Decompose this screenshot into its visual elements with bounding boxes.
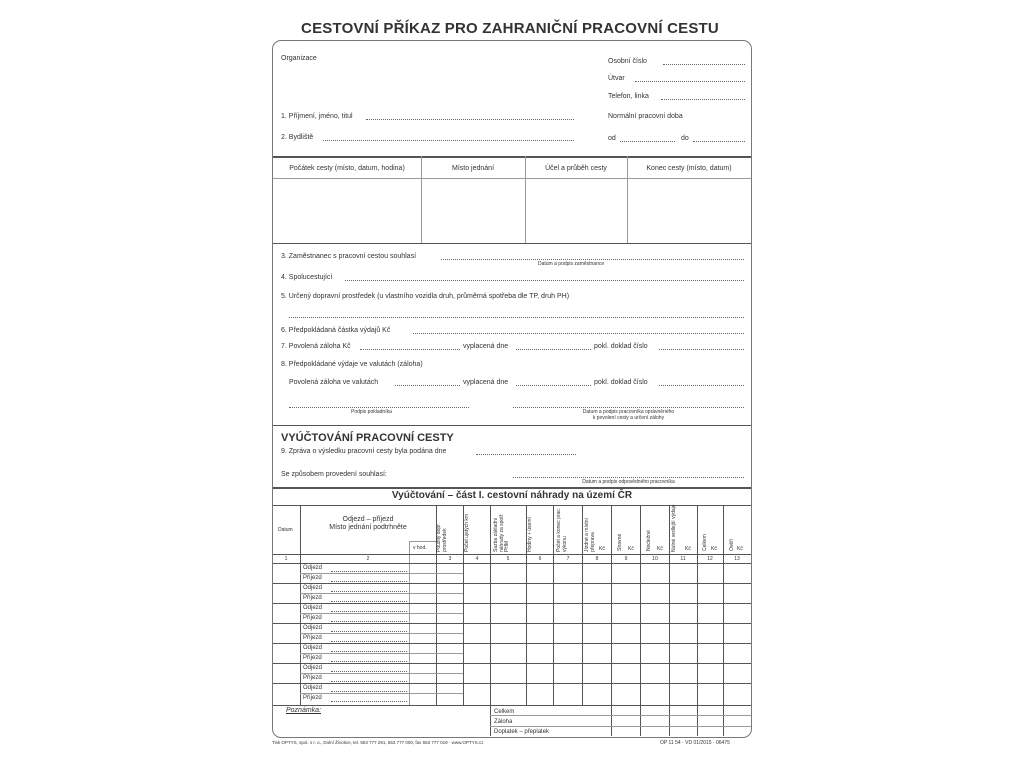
column-number-8: 8 (595, 556, 599, 562)
utvar-field[interactable] (635, 81, 745, 82)
trip-table-top (273, 156, 751, 158)
item-8b-amount-field[interactable] (395, 385, 460, 386)
kc-label-12: Kč (711, 546, 717, 552)
place-field[interactable] (331, 661, 407, 662)
do-field[interactable] (693, 141, 745, 142)
table-row-line (273, 683, 751, 684)
table-row-line (273, 623, 751, 624)
odjezd-row-label: Odjezd (303, 565, 323, 571)
item-5-label: 5. Určený dopravní prostředek (u vlastního vozidla druh, průměrná spotřeba dle TP, druh PH) (281, 293, 570, 300)
acc-vline-11 (697, 505, 698, 736)
item-8b-label: Povolená záloha ve valutách (289, 379, 379, 386)
place-field[interactable] (331, 691, 407, 692)
place-field[interactable] (331, 701, 407, 702)
kc-label-13: Kč (737, 546, 743, 552)
column-number-11: 11 (680, 556, 686, 562)
col-odjezd-header-2: Místo jednání podtrhněte (329, 524, 407, 531)
bydliste-field[interactable] (323, 140, 574, 141)
column-number-5: 5 (506, 556, 510, 562)
col-misto-jednani: Místo jednání (451, 165, 495, 172)
prijezd-row-label: Příjezd (303, 595, 322, 601)
osobni-cislo-field[interactable] (663, 64, 745, 65)
col-celkem-header: Celkem (702, 534, 708, 551)
souhlasi-signature-field[interactable] (513, 477, 744, 478)
odjezd-row-label: Odjezd (303, 605, 323, 611)
item-3-field[interactable] (441, 259, 744, 260)
opravneny-signature-caption-1: Datum a podpis pracovníka oprávněného (582, 409, 675, 415)
souhlasi-label: Se způsobem provedení souhlasí: (281, 471, 387, 478)
prijezd-row-label: Příjezd (303, 695, 322, 701)
col-stravne-header: Stravné (617, 533, 623, 551)
accounting-body-bottom (273, 705, 751, 706)
item-7-vyplacena-label: vyplacená dne (463, 343, 509, 350)
footer-printer: Tisk OPTYS, spol. s r. o., Dolní Životice, tel. 553 777 291, 553 777 000, fax 553 777 019 · www.OPTYS.cz (272, 740, 484, 745)
prijezd-row-label: Příjezd (303, 635, 322, 641)
table-row-line (273, 643, 751, 644)
col-pocet-vykonu-header: Počet a konec prac. výkonu (556, 507, 568, 552)
odjezd-row-label: Odjezd (303, 685, 323, 691)
acc-vline-9 (640, 505, 641, 736)
table-row-line (300, 673, 463, 674)
telefon-label: Telefon, linka (608, 93, 649, 100)
item-7-amount-field[interactable] (360, 349, 460, 350)
col-datum-header: Datum (278, 527, 293, 533)
summary-line-1 (490, 715, 751, 716)
footer-form-code: OP 11 54 · VD 01/2015 · 06475 (660, 740, 730, 746)
normalni-doba-label: Normální pracovní doba (608, 113, 683, 120)
item-8b-doklad-label: pokl. doklad číslo (594, 379, 648, 386)
travel-order-form (272, 40, 752, 738)
item-8b-vyplacena-label: vyplacená dne (463, 379, 509, 386)
column-number-4: 4 (475, 556, 479, 562)
col-overi-header: Ověří (729, 538, 735, 551)
odjezd-row-label: Odjezd (303, 625, 323, 631)
place-field[interactable] (331, 671, 407, 672)
column-number-7: 7 (566, 556, 570, 562)
item-6-label: 6. Předpokládaná částka výdajů Kč (281, 327, 391, 334)
table-row-line (300, 613, 463, 614)
item-9-field[interactable] (476, 454, 576, 455)
column-number-1: 1 (284, 556, 288, 562)
accounting-header-bottom (273, 554, 751, 555)
col-ucel-cesty: Účel a průběh cesty (545, 165, 607, 172)
table-row-line (273, 583, 751, 584)
col-odjezd-header-1: Odjezd – příjezd (342, 516, 394, 523)
item-3-signature-caption: Datum a podpis zaměstnance (538, 261, 605, 267)
acc-vline-12 (723, 505, 724, 736)
column-number-10: 10 (652, 556, 658, 562)
summary-line-2 (490, 726, 751, 727)
celkem-label: Celkem (494, 709, 515, 715)
vyuct-heading: VYÚČTOVÁNÍ PRACOVNÍ CESTY (281, 432, 454, 444)
misto-jednani-cell[interactable] (422, 179, 525, 242)
table-row-line (300, 693, 463, 694)
acc-vline-4 (490, 505, 491, 736)
item-8b-date-field[interactable] (516, 385, 591, 386)
accounting-top-line (273, 487, 751, 489)
column-number-13: 13 (734, 556, 740, 562)
vhod-box-top (409, 541, 436, 542)
acc-vline-1 (300, 505, 301, 705)
col-pocatek-cesty: Počátek cesty (místo, datum, hodina) (289, 165, 405, 172)
kc-label-8: Kč (599, 546, 605, 552)
souhlasi-signature-caption: Datum a podpis odpovědného pracovníka (582, 479, 675, 485)
organizace-label: Organizace (281, 55, 317, 62)
place-field[interactable] (331, 651, 407, 652)
kc-label-9: Kč (628, 546, 634, 552)
column-number-2: 2 (366, 556, 370, 562)
place-field[interactable] (331, 591, 407, 592)
col-dopr-prostredek-header: Použitý dopr. prostředek (436, 523, 448, 552)
odjezd-row-label: Odjezd (303, 585, 323, 591)
place-field[interactable] (331, 621, 407, 622)
zaloha-label: Záloha (494, 719, 513, 725)
prijmeni-field[interactable] (366, 119, 574, 120)
item-7-label: 7. Povolená záloha Kč (281, 343, 351, 350)
pokladnik-signature-caption: Podpis pokladníka (351, 409, 392, 415)
opravneny-signature-caption-2: k povolení cesty a určení zálohy (592, 415, 665, 421)
col-sazba-header: Sazba základní náhrady za spotř. PHM (493, 513, 510, 552)
table-row-line (300, 653, 463, 654)
col-jizdne-header: Jízdné a místní přeprava (584, 518, 596, 552)
item-7-doklad-field[interactable] (659, 349, 744, 350)
item-7-date-field[interactable] (516, 349, 591, 350)
prijezd-row-label: Příjezd (303, 655, 322, 661)
summary-left-line (490, 705, 491, 736)
item-7-doklad-label: pokl. doklad číslo (594, 343, 648, 350)
col-nocleznne-header: Nocležné (646, 530, 652, 551)
item-6-field[interactable] (413, 333, 744, 334)
pocatek-cesty-cell[interactable] (273, 179, 421, 242)
doplatek-label: Doplatek – přeplatek (494, 729, 550, 735)
acc-vline-6 (553, 505, 554, 705)
table-row-line (273, 663, 751, 664)
poznamka-label: Poznámka: (286, 707, 322, 714)
item-5-field[interactable] (289, 317, 744, 318)
prijmeni-label: 1. Příjmení, jméno, titul (281, 113, 353, 120)
place-field[interactable] (331, 681, 407, 682)
place-field[interactable] (331, 641, 407, 642)
column-number-3: 3 (448, 556, 452, 562)
prijezd-row-label: Příjezd (303, 575, 322, 581)
column-number-12: 12 (707, 556, 713, 562)
table-row-line (300, 573, 463, 574)
konec-cesty-cell[interactable] (628, 179, 751, 242)
prijezd-row-label: Příjezd (303, 615, 322, 621)
item-8b-doklad-field[interactable] (659, 385, 744, 386)
place-field[interactable] (331, 631, 407, 632)
bydliste-label: 2. Bydliště (281, 134, 314, 141)
accounting-numbers-bottom (273, 563, 751, 564)
acc-vline-10 (669, 505, 670, 736)
prijezd-row-label: Příjezd (303, 675, 322, 681)
do-label: do (681, 135, 689, 142)
trip-table-bottom (273, 243, 751, 244)
vyuct-section-line (273, 425, 751, 426)
osobni-cislo-label: Osobní číslo (608, 58, 647, 65)
place-field[interactable] (331, 611, 407, 612)
item-4-label: 4. Spolucestující (281, 274, 333, 281)
place-field[interactable] (331, 571, 407, 572)
col-konec-cesty: Konec cesty (místo, datum) (646, 165, 732, 172)
item-9-label: 9. Zpráva o výsledku pracovní cesty byla podána dne (281, 448, 447, 455)
col-vhod-header: v hod. (413, 545, 427, 551)
column-number-9: 9 (624, 556, 628, 562)
kc-label-11: Kč (685, 546, 691, 552)
col-ujete-km-header: Počet ujetých km (464, 513, 470, 552)
table-row-line (273, 603, 751, 604)
item-3-label: 3. Zaměstnanec s pracovní cestou souhlasí (281, 253, 417, 260)
od-label: od (608, 135, 616, 142)
opravneny-signature-field[interactable] (513, 407, 744, 408)
item-4-field[interactable] (345, 280, 744, 281)
kc-label-10: Kč (657, 546, 663, 552)
od-field[interactable] (620, 141, 675, 142)
acc-vline-7 (582, 505, 583, 705)
place-field[interactable] (331, 581, 407, 582)
item-8-label: 8. Předpokládané výdaje ve valutách (záloha) (281, 361, 423, 368)
col-hodiny-header: Hodiny + úsemí (527, 517, 533, 552)
utvar-label: Útvar (608, 75, 625, 82)
table-row-line (300, 633, 463, 634)
col-vedlejsi-vydaje-header: Nutné vedlejší výdaje (671, 504, 677, 552)
accounting-title: Vyúčtování – část I. cestovní náhrady na území ČR (391, 490, 633, 501)
telefon-field[interactable] (661, 99, 745, 100)
acc-vline-8 (611, 505, 612, 736)
odjezd-row-label: Odjezd (303, 665, 323, 671)
ucel-cesty-cell[interactable] (526, 179, 627, 242)
place-field[interactable] (331, 601, 407, 602)
page-title: CESTOVNÍ PŘÍKAZ PRO ZAHRANIČNÍ PRACOVNÍ CESTU (301, 20, 719, 37)
table-row-line (300, 593, 463, 594)
odjezd-row-label: Odjezd (303, 645, 323, 651)
pokladnik-signature-field[interactable] (289, 407, 469, 408)
column-number-6: 6 (538, 556, 542, 562)
